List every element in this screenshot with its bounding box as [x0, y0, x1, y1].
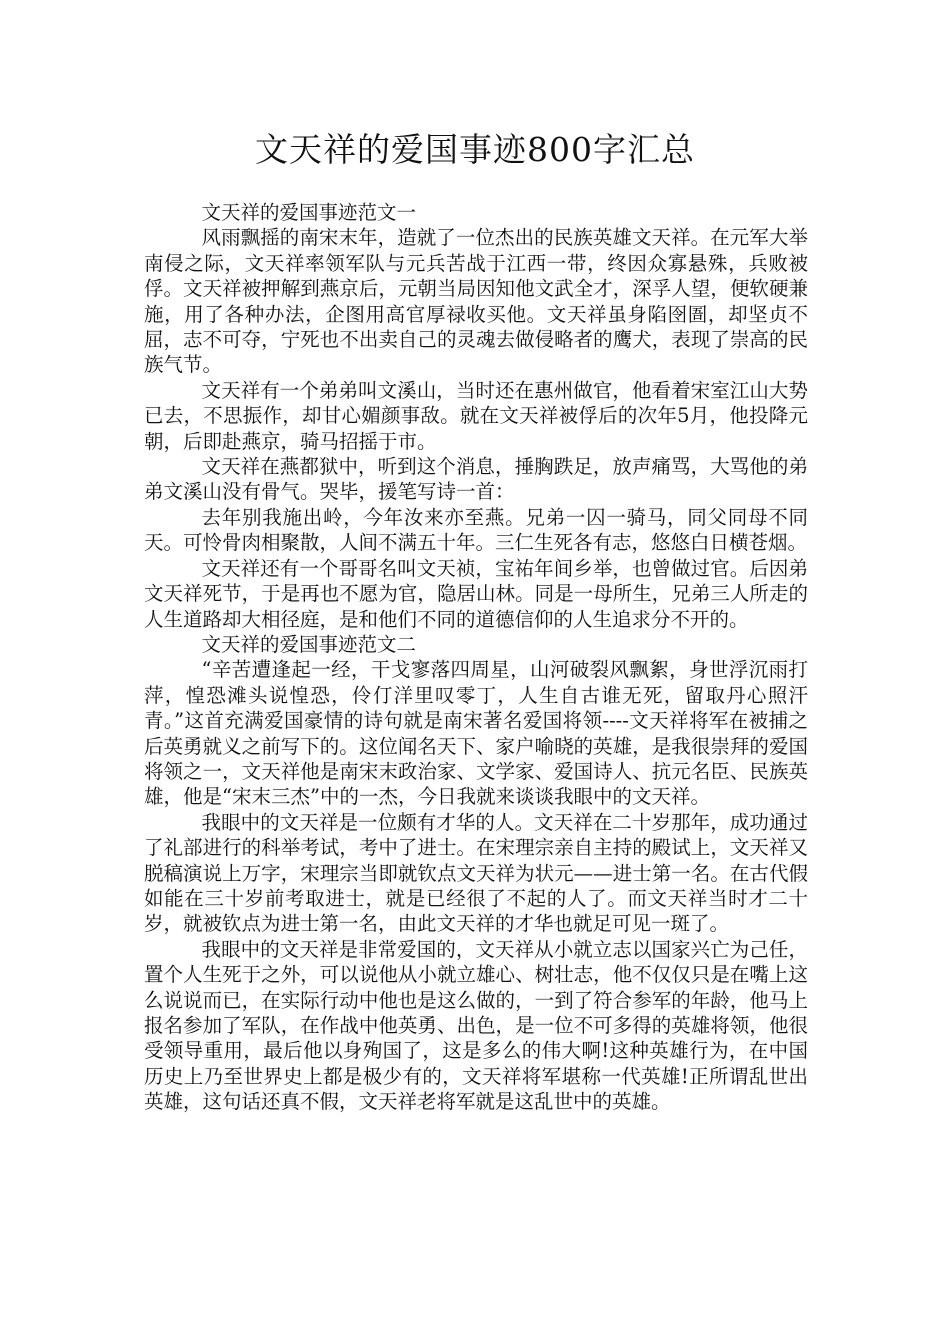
document-body — [144, 200, 808, 1115]
paragraph: 文天祥有一个弟弟叫文溪山，当时还在惠州做官，他看着宋室江山大势已去，不思振作，却甘心媚颜事敌。就在文天祥被俘后的次年5月，他投降元朝，后即赴燕京，骑马招摇于市。 — [144, 378, 808, 453]
section-heading-2: 文天祥的爱国事迹范文二 — [201, 632, 417, 656]
paragraph: “辛苦遭逢起一经，干戈寥落四周星，山河破裂风飘絮，身世浮沉雨打萍，惶恐滩头说惶恐，伶仃洋里叹零丁，人生自古谁无死，留取丹心照汗青。”这首充满爱国豪情的诗句就是南宋著名爱国将领----文天祥将军在被捕之后英勇就义之前写下的。这位闻名天下、家户喻晓的英雄，是我很崇拜的爱国将领之一，文天祥他是南宋末政治家、文学家、爱国诗人、抗元名臣、民族英雄，他是“宋末三杰”中的一杰，今日我就来谈谈我眼中的文天祥。 — [144, 658, 808, 809]
paragraph: 文天祥还有一个哥哥名叫文天祯，宝祐年间乡举，也曾做过官。后因弟文天祥死节，于是再也不愿为官，隐居山林。同是一母所生，兄弟三人所走的人生道路却大相径庭，是和他们不同的道德信仰的人生追求分不开的。 — [144, 556, 808, 631]
poem-paragraph: 去年别我施出岭，今年汝来亦至燕。兄弟一囚一骑马，同父同母不同天。可怜骨肉相聚散，人间不满五十年。三仁生死各有志，悠悠白日横苍烟。 — [144, 505, 808, 555]
paragraph: 我眼中的文天祥是一位颇有才华的人。文天祥在二十岁那年，成功通过了礼部进行的科举考试，考中了进士。在宋理宗亲自主持的殿试上，文天祥又脱稿演说上万字，宋理宗当即就钦点文天祥为状元——进士第一名。在古代假如能在三十岁前考取进士，就是已经很了不起的人了。而文天祥当时才二十岁，就被钦点为进士第一名，由此文天祥的才华也就足可见一斑了。 — [144, 810, 808, 936]
paragraph: 我眼中的文天祥是非常爱国的，文天祥从小就立志以国家兴亡为己任，置个人生死于之外，可以说他从小就立雄心、树壮志，他不仅仅只是在嘴上这么说说而已，在实际行动中他也是这么做的，一到了符合参军的年龄，他马上报名参加了军队，在作战中他英勇、出色，是一位不可多得的英雄将领，他很受领导重用，最后他以身殉国了，这是多么的伟大啊!这种英雄行为，在中国历史上乃至世界史上都是极少有的，文天祥将军堪称一代英雄!正所谓乱世出英雄，这句话还真不假，文天祥老将军就是这乱世中的英雄。 — [144, 937, 808, 1114]
document-title: 文天祥的爱国事迹800字汇总 — [255, 130, 695, 169]
paragraph: 文天祥在燕都狱中，听到这个消息，捶胸跌足，放声痛骂，大骂他的弟弟文溪山没有骨气。哭毕，援笔写诗一首： — [144, 455, 808, 504]
paragraph: 风雨飘摇的南宋末年，造就了一位杰出的民族英雄文天祥。在元军大举南侵之际，文天祥率领军队与元兵苦战于江西一带，终因众寡悬殊，兵败被俘。文天祥被押解到燕京后，元朝当局因知他文武全才，深孚人望，便软硬兼施，用了各种办法，企图用高官厚禄收买他。文天祥虽身陷囹圄，却坚贞不屈，志不可夺，宁死也不出卖自己的灵魂去做侵略者的鹰犬，表现了崇高的民族气节。 — [144, 226, 808, 377]
section-heading-1: 文天祥的爱国事迹范文一 — [201, 201, 417, 224]
